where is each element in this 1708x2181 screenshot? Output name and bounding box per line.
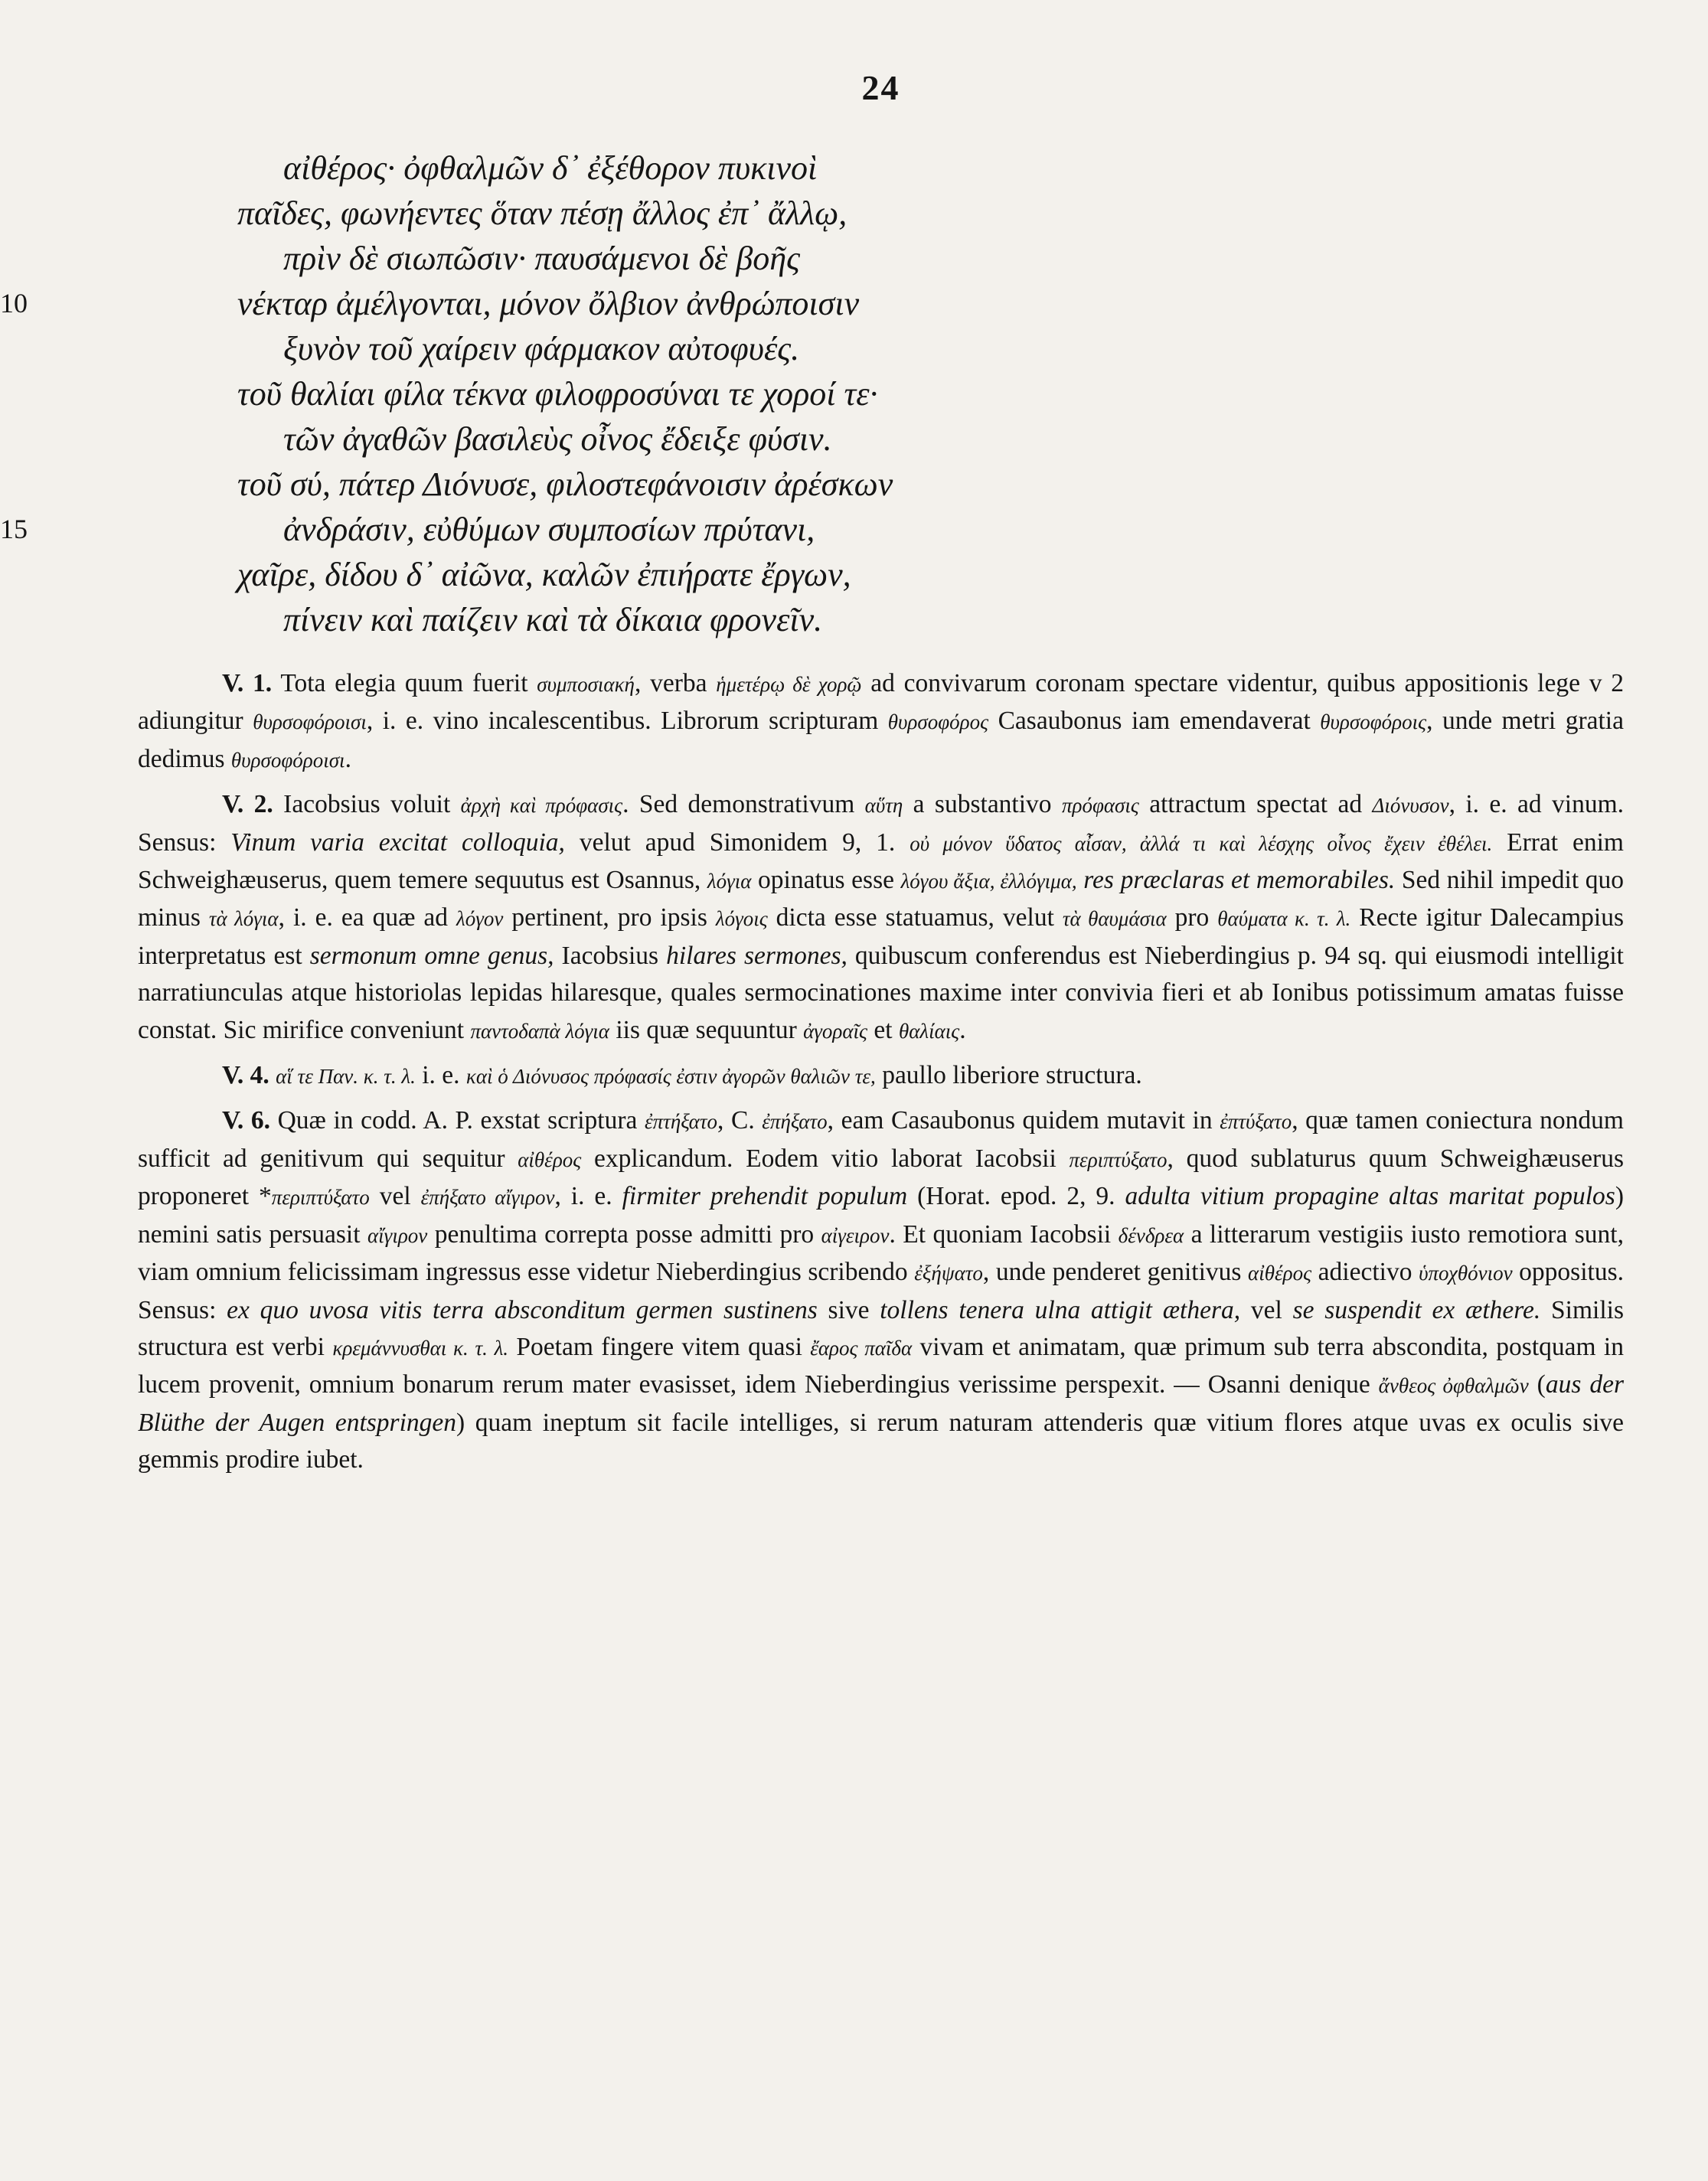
italic-phrase: hilares sermones, (666, 941, 847, 970)
note-text: , i. e. ad vinum. Sensus: (138, 790, 1625, 857)
verse-text: αἰθέρος· ὀφθαλμῶν δ᾽ ἐξέθορον πυκινοὶ (283, 149, 818, 187)
italic-phrase: Vinum varia excitat colloquia, (230, 828, 565, 857)
greek-quote: ἐπήξατο αἴγιρον (420, 1186, 555, 1210)
note-text: dicta esse statuamus, velut (767, 903, 1063, 932)
verse-text: πρὶν δὲ σιωπῶσιν· παυσάμενοι δὲ βοῆς (283, 240, 800, 277)
commentary-note (138, 665, 1624, 779)
verse-text: τῶν ἀγαθῶν βασιλεὺς οἶνος ἔδειξε φύσιν. (283, 420, 832, 458)
greek-quote: Διόνυσον (1372, 794, 1449, 818)
greek-quote: αἴγιρον (367, 1223, 428, 1247)
verse-number: 15 (0, 514, 28, 544)
note-text: Errat enim Schweighæuserus, quem temere sequutus est Osannus, (138, 828, 1624, 895)
poem-verse (0, 507, 1624, 552)
note-text: explicandum. Eodem vitio laborat Iacobsii (581, 1144, 1070, 1173)
poem-verse (168, 597, 1624, 642)
note-text: penultima correpta posse admitti pro (427, 1219, 821, 1249)
greek-quote: θυρσοφόρος (887, 710, 989, 734)
note-text: , i. e. vino incalescentibus. Librorum scripturam (366, 707, 888, 736)
note-text: a substantivo (903, 790, 1062, 819)
page-number: 24 (861, 68, 900, 107)
greek-quote: θυρσοφόροισι (230, 748, 345, 772)
note-text: vel (369, 1182, 421, 1211)
note-text (269, 1061, 276, 1089)
poem-verse (168, 416, 1624, 462)
note-text: , i. e. (554, 1182, 622, 1211)
italic-phrase: se suspendit ex æthere. (1292, 1295, 1541, 1324)
greek-quote: λόγου ἄξια, ἐλλόγιμα, (900, 870, 1077, 893)
note-text: i. e. (415, 1061, 466, 1090)
note-text: , quod sublaturus quum Schweighæuserus proponeret * (138, 1144, 1624, 1211)
note-text: sive (817, 1295, 880, 1324)
greek-quote: περιπτύξατο (1069, 1148, 1168, 1171)
greek-quote: ἐπτήξατο (645, 1110, 717, 1134)
note-text (1077, 866, 1084, 894)
note-text: iis quæ sequuntur (609, 1015, 804, 1044)
verse-text: τοῦ θαλίαι φίλα τέκνα φιλοφροσύναι τε χοροί τε· (237, 375, 878, 413)
note-text: a litterarum vestigiis iusto remotiora sunt, viam omnium felicissimam ingressus esse videtur Nieberdingius scribendo (138, 1219, 1624, 1287)
greek-quote: ἀγοραῖς (803, 1019, 868, 1043)
greek-quote: θαλίαις (898, 1019, 960, 1043)
greek-quote: περιπτύξατο (271, 1186, 370, 1210)
poem-verse (168, 145, 1624, 191)
note-text: Quæ in codd. A. P. exstat scriptura (269, 1106, 645, 1135)
note-text: , unde metri gratia dedimus (138, 707, 1624, 773)
greek-quote: αὕτη (864, 794, 903, 818)
greek-quote: αἵ τε Παν. κ. τ. λ. (276, 1065, 416, 1089)
note-text: , i. e. ea quæ ad (278, 903, 457, 932)
note-text: . (959, 1015, 966, 1044)
note-text: paullo liberiore structura. (875, 1061, 1142, 1090)
greek-quote: καὶ ὁ Διόνυσος πρόφασίς ἐστιν ἀγορῶν θαλιῶν τε, (465, 1065, 876, 1089)
note-text: pro (1166, 903, 1218, 932)
greek-quote: οὐ μόνον ὕδατος αἶσαν, ἀλλά τι καὶ λέσχης οἶνος ἔχειν ἐθέλει. (910, 831, 1493, 855)
commentary-note (138, 786, 1624, 1050)
note-text: attractum spectat ad (1138, 790, 1373, 819)
note-text: oppositus. Sensus: (138, 1258, 1624, 1324)
greek-quote: λόγον (456, 907, 504, 931)
italic-phrase: adulta vitium propagine altas maritat populos (1125, 1182, 1615, 1211)
note-text: ) nemini satis persuasit (138, 1182, 1624, 1249)
note-text: , eam Casaubonus quidem mutavit in (827, 1106, 1220, 1135)
commentary-note (138, 1057, 1624, 1095)
note-text: quibuscum conferendus est Nieberdingius p. 94 sq. qui eiusmodi intelligit narratiunculas atque historiolas lepidas hilaresque, quales sermocinationes maxime inter convivia fieri et ab Ionibus potissimum amatas fuisse constat. Sic mirifice conveniunt (138, 941, 1624, 1044)
note-text: ) quam ineptum sit facile intelliges, si rerum naturam attenderis quæ vitium flores atque uvas ex oculis sive gemmis prodire iubet. (138, 1408, 1624, 1474)
greek-quote: ἐξήψατο (914, 1262, 983, 1285)
verse-text: παῖδες, φωνήεντες ὅταν πέσῃ ἄλλος ἐπ᾽ ἄλλῳ, (237, 194, 847, 232)
note-text: , unde penderet genitivus (982, 1258, 1249, 1287)
note-text: vel (1240, 1295, 1293, 1324)
verse-text: νέκταρ ἀμέλγονται, μόνον ὄλβιον ἀνθρώποισιν (237, 285, 860, 322)
poem-verse (168, 326, 1624, 371)
note-text: , quæ tamen coniectura nondum sufficit ad genitivum qui sequitur (138, 1106, 1624, 1173)
note-text: , verba (634, 669, 717, 697)
note-text: opinatus esse (751, 866, 901, 895)
greek-quote: ἔαρος παῖδα (810, 1336, 913, 1360)
greek-quote: πρόφασις (1061, 794, 1139, 818)
verse-text: ξυνὸν τοῦ χαίρειν φάρμακον αὐτοφυές. (283, 330, 800, 367)
note-label: V. 6. (222, 1106, 270, 1135)
poem-verse (168, 236, 1624, 281)
greek-quote: λόγια (707, 870, 752, 893)
poem-verse (168, 371, 1624, 416)
italic-phrase: tollens tenera ulna attigit æthera, (880, 1295, 1241, 1324)
note-text: Recte igitur Dalecampius interpretatus est (138, 903, 1624, 970)
greek-quote: αἰθέρος (1248, 1262, 1312, 1285)
note-text: adiectivo (1311, 1258, 1419, 1287)
verse-text: χαῖρε, δίδου δ᾽ αἰῶνα, καλῶν ἐπιήρατε ἔργων, (237, 556, 851, 593)
italic-phrase: res præclaras et memorabiles. (1083, 866, 1396, 895)
note-text: Sed nihil impedit quo minus (138, 866, 1625, 932)
note-text: . (345, 744, 351, 773)
commentary-notes (138, 665, 1624, 1479)
greek-quote: ἡμετέρῳ δὲ χορῷ (716, 673, 862, 696)
greek-quote: συμποσιακή (537, 673, 635, 696)
note-label: V. 1. (222, 669, 273, 697)
verse-number: 10 (0, 288, 28, 318)
verse-text: ἀνδράσιν, εὐθύμων συμποσίων πρύτανι, (283, 511, 815, 548)
poem-verse (0, 281, 1624, 326)
greek-quote: τὰ λόγια (208, 907, 279, 931)
verse-text: τοῦ σύ, πάτερ Διόνυσε, φιλοστεφάνοισιν ἀρέσκων (237, 465, 893, 503)
note-text: ad convivarum coronam spectare videntur, quibus appositionis lege v 2 adiungitur (138, 669, 1624, 736)
note-text: , C. (717, 1106, 763, 1135)
note-text: . Et quoniam Iacobsii (889, 1219, 1119, 1249)
note-text: Poetam fingere vitem quasi (508, 1332, 811, 1361)
italic-phrase: firmiter prehendit populum (622, 1182, 908, 1211)
commentary-note (138, 1102, 1624, 1478)
note-text: Similis structura est verbi (138, 1295, 1624, 1361)
greek-quote: ἐπήξατο (762, 1110, 828, 1134)
italic-phrase: ex quo uvosa vitis terra absconditum germen sustinens (227, 1295, 818, 1324)
greek-quote: λόγοις (715, 907, 768, 931)
poem-verse (168, 191, 1624, 236)
note-text: Iacobsius (554, 941, 667, 970)
note-text: et (867, 1015, 899, 1044)
note-label: V. 4. (222, 1061, 269, 1090)
greek-quote: ὑποχθόνιον (1419, 1262, 1513, 1285)
verse-text: πίνειν καὶ παίζειν καὶ τὰ δίκαια φρονεῖν. (283, 601, 823, 638)
greek-quote: θυρσοφόροις (1320, 710, 1427, 734)
greek-quote: αἰγειρον (821, 1223, 890, 1247)
greek-quote: παντοδαπὰ λόγια (470, 1019, 609, 1043)
greek-quote: δένδρεα (1118, 1223, 1184, 1247)
poem-verses (0, 145, 1624, 642)
greek-quote: θαύματα κ. τ. λ. (1217, 907, 1351, 931)
note-text: ( (1528, 1370, 1546, 1399)
greek-quote: ἄνθεος ὀφθαλμῶν (1378, 1374, 1529, 1398)
greek-quote: θυρσοφόροισι (253, 710, 367, 734)
note-text: velut apud Simonidem 9, 1. (564, 828, 910, 857)
note-text: Tota elegia quum fuerit (272, 669, 537, 697)
note-text: Iacobsius voluit (273, 790, 461, 819)
greek-quote: ἐπτύξατο (1220, 1110, 1292, 1134)
greek-quote: αἰθέρος (518, 1148, 582, 1171)
note-label: V. 2. (222, 790, 273, 819)
greek-quote: τὰ θαυμάσια (1062, 907, 1167, 931)
italic-phrase: aus der Blüthe der Augen entspringen (138, 1370, 1624, 1437)
poem-verse (168, 552, 1624, 597)
note-text: vivam et animatam, quæ primum sub terra abscondita, postquam in lucem provenit, omnium bonarum rerum mater evasisset, idem Nieberdingius verissime perspexit. — Osanni denique (138, 1332, 1624, 1399)
greek-quote: ἀρχὴ καὶ πρόφασις (460, 794, 623, 818)
italic-phrase: sermonum omne genus, (309, 941, 554, 970)
note-text: pertinent, pro ipsis (503, 903, 716, 932)
greek-quote: κρεμάννυσθαι κ. τ. λ. (332, 1336, 509, 1360)
poem-verse (168, 462, 1624, 507)
note-text: (Horat. epod. 2, 9. (907, 1182, 1125, 1211)
note-text: Casaubonus iam emendaverat (988, 707, 1321, 736)
note-text: . Sed demonstrativum (622, 790, 865, 819)
